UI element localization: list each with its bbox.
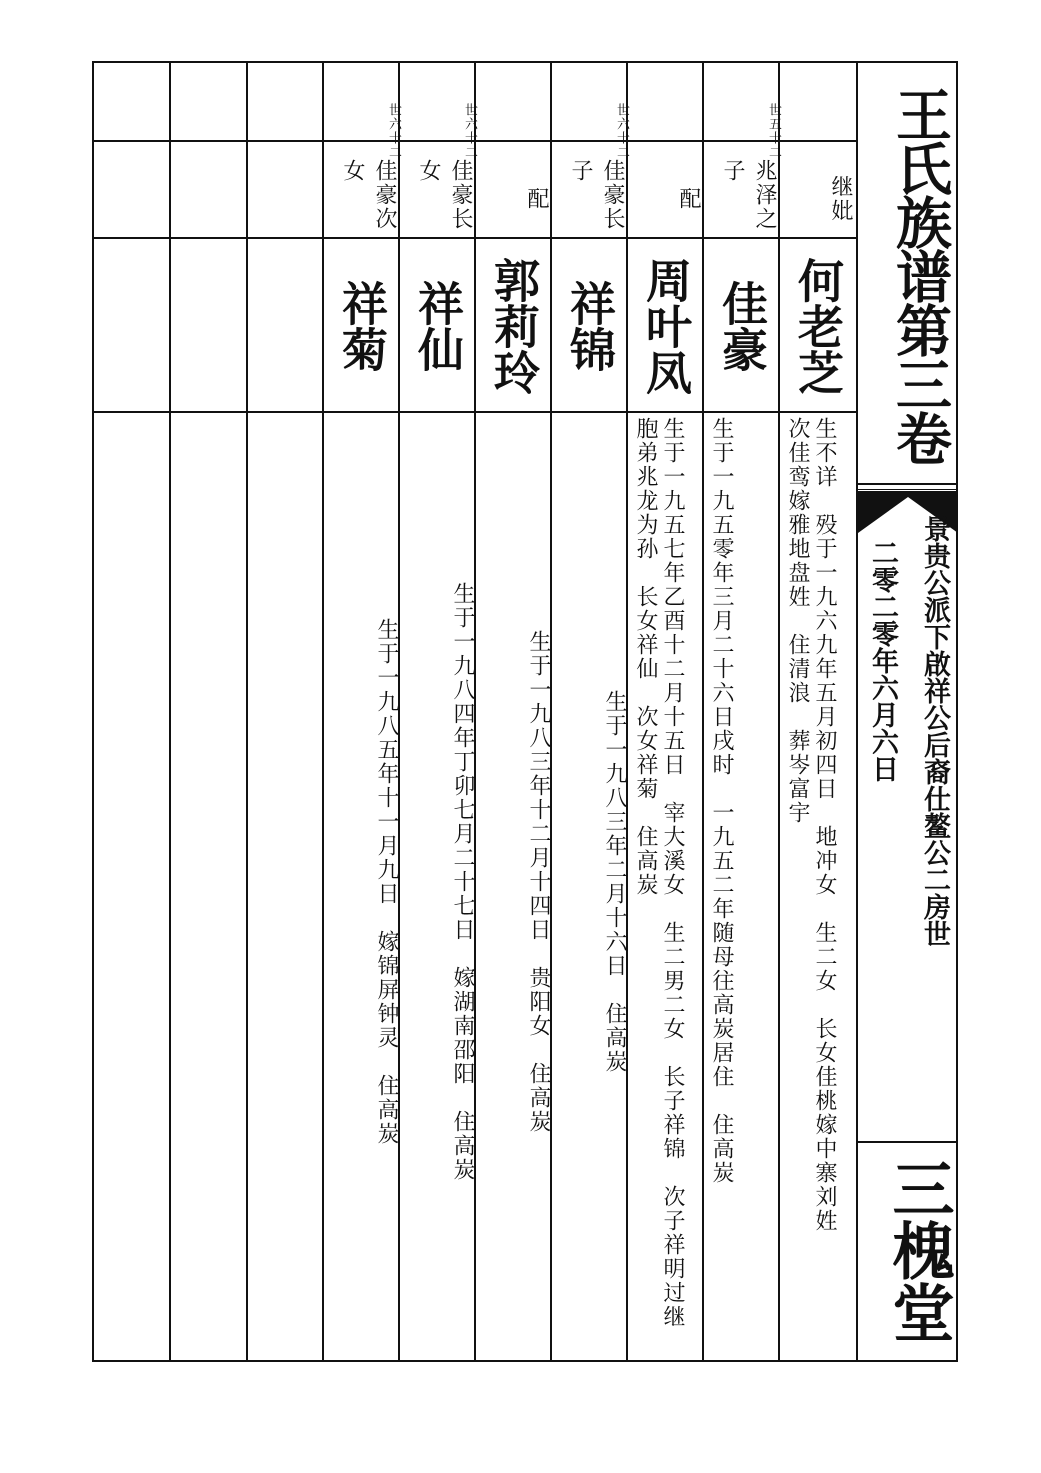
person-details [628, 417, 704, 1347]
title-rule [858, 1141, 958, 1143]
person-details: 生于一九八三年十二月十四日 贵阳女 住高炭 [526, 630, 551, 1134]
generation-label: 世六十二 [462, 103, 477, 159]
person-details [704, 417, 780, 1347]
relation-label: 配 [676, 187, 701, 211]
person-details: 生于一九八三年二月十六日 住高炭 [602, 690, 627, 1074]
person-details-text: 生不详 殁于一九六九年五月初四日 地冲女 生二女 长女佳桃嫁中寨刘姓 次佳鸾嫁雅地盘姓 住清浪 葬岑富宇 [785, 417, 837, 1257]
generation-label: 世六十二 [386, 103, 401, 159]
title-column [858, 63, 958, 1360]
person-name: 祥菊 [335, 280, 389, 372]
branch-lineage: 景贵公派下啟祥公后裔仕鳌公二房世 [919, 515, 950, 947]
person-name: 佳豪 [715, 280, 769, 372]
col-divider [246, 63, 248, 1360]
relation-label: 配 [524, 187, 549, 211]
relation-label: 继妣 [828, 175, 853, 223]
relation-label: 佳豪长子 [568, 159, 625, 231]
person-name: 祥锦 [563, 280, 617, 372]
person-details: 生于一九八五年十一月九日 嫁锦屏钟灵 住高炭 [374, 618, 399, 1146]
person-name: 祥仙 [411, 280, 465, 372]
title-rule [858, 483, 958, 485]
person-details-text: 生于一九五零年三月二十六日戌时 一九五二年随母往高炭居住 住高炭 [709, 417, 734, 1185]
generation-label: 世五十二 [766, 103, 781, 159]
person-name: 周叶凤 [639, 257, 693, 395]
volume-title: 王氏族谱第三卷 [887, 86, 953, 464]
person-details: 生于一九八四年丁卯七月二十七日 嫁湖南邵阳 住高炭 [450, 582, 475, 1182]
genealogy-page [92, 61, 958, 1362]
row-divider-3 [94, 411, 858, 413]
person-name: 郭莉玲 [487, 257, 541, 395]
relation-label: 兆泽之子 [720, 159, 777, 231]
hall-name: 三槐堂 [882, 1157, 955, 1343]
relation-label: 佳豪长女 [416, 159, 473, 231]
relation-label: 佳豪次女 [340, 159, 397, 231]
person-name: 何老芝 [791, 257, 845, 395]
title-rule [858, 489, 958, 490]
generation-label: 世六十二 [614, 103, 629, 159]
person-details [780, 417, 856, 1347]
col-divider [169, 63, 171, 1360]
person-details-text: 生于一九五七年乙酉十二月十五日 宰大溪女 生二男二女 长子祥锦 次子祥明过继胞弟兆龙为孙 长女祥仙 次女祥菊 住高炭 [633, 417, 685, 1329]
compile-date: 二零二零年六月六日 [867, 539, 898, 782]
